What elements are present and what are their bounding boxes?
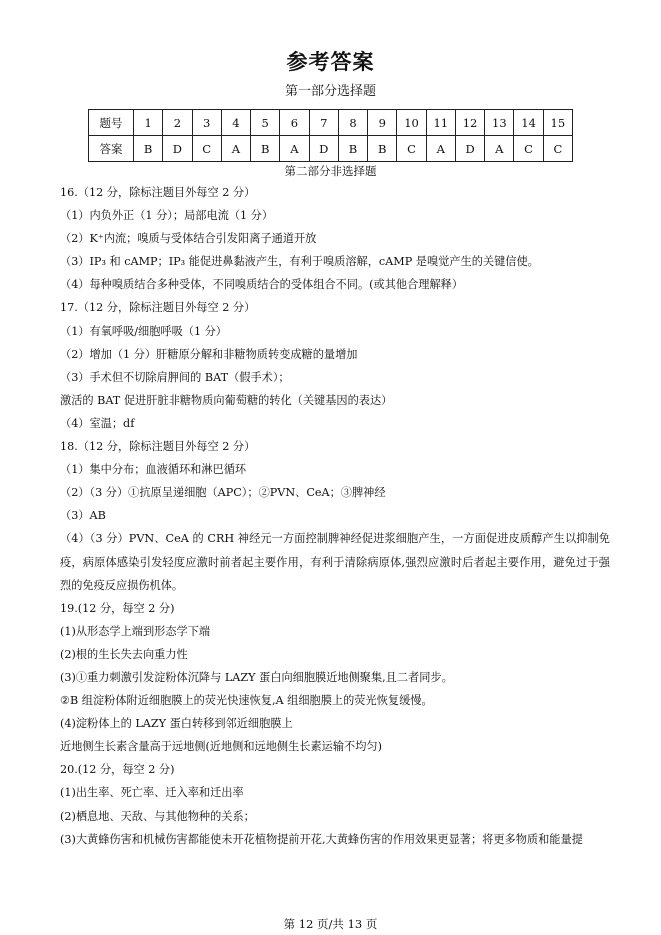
part2-title: 第二部分非选择题 (284, 164, 377, 178)
answer-line: （2）增加（1 分）肝糖原分解和非糖物质转变成糖的量增加 (60, 347, 358, 361)
answer-line: (4)淀粉体上的 LAZY 蛋白转移到邻近细胞膜上 (60, 717, 293, 731)
answer-line: （2）K⁺内流；嗅质与受体结合引发阳离子通道开放 (60, 232, 317, 246)
answer-table (88, 109, 573, 162)
answer-line: （2）（3 分）①抗原呈递细胞（APC）；②PVN、CeA；③脾神经 (60, 486, 386, 500)
answer-line: (1)从形态学上端到形态学下端 (60, 624, 211, 638)
question-number: 9 (368, 110, 397, 136)
question-number: 10 (397, 110, 426, 136)
answer-line: (1)出生率、死亡率、迁入率和迁出率 (60, 786, 244, 800)
question-number: 11 (426, 110, 455, 136)
question-number: 4 (221, 110, 250, 136)
answer-cell: D (163, 136, 192, 162)
answer-cell: D (455, 136, 484, 162)
part1-title: 第一部分选择题 (284, 84, 376, 99)
answer-cell: C (543, 136, 572, 162)
answer-cell: D (309, 136, 338, 162)
answer-cell: A (426, 136, 455, 162)
question-number: 14 (514, 110, 543, 136)
answer-cell: A (221, 136, 250, 162)
answer-line: （3）IP₃ 和 cAMP；IP₃ 能促进鼻黏液产生，有利于嗅质溶解，cAMP 是嗅觉产生的关键信使。 (60, 255, 539, 269)
answer-line: 近地侧生长素含量高于远地侧(近地侧和远地侧生长素运输不均匀) (60, 740, 382, 754)
question-number: 6 (280, 110, 309, 136)
answer-cell: B (368, 136, 397, 162)
answer-line: （3）AB (60, 509, 106, 523)
q17-heading: 17.（12 分，除标注题目外每空 2 分） (60, 301, 256, 315)
answer-line: ②B 组淀粉体附近细胞膜上的荧光快速恢复,A 组细胞膜上的荧光恢复缓慢。 (60, 694, 433, 708)
answer-line: (2)根的生长失去向重力性 (60, 647, 188, 661)
answer-cell: C (514, 136, 543, 162)
answer-cell: B (338, 136, 367, 162)
answer-line: （1）集中分布；血液循环和淋巴循环 (60, 463, 247, 477)
question-number: 3 (192, 110, 221, 136)
answer-row (89, 136, 573, 162)
q16-heading: 16.（12 分，除标注题目外每空 2 分） (60, 186, 256, 199)
page-title: 参考答案 (286, 50, 375, 74)
answer-cell: C (192, 136, 221, 162)
answer-text-body (60, 181, 610, 851)
question-number: 12 (455, 110, 484, 136)
question-number: 13 (485, 110, 514, 136)
answer-line: 激活的 BAT 促进肝脏非糖物质向葡萄糖的转化（关键基因的表达） (60, 393, 393, 407)
answer-line: (3)大黄蜂伤害和机械伤害都能使未开花植物提前开花,大黄蜂伤害的作用效果更显著；将更多物质和能量提 (60, 832, 583, 846)
q19-heading: 19.(12 分，每空 2 分) (60, 601, 175, 615)
q18-heading: 18.（12 分，除标注题目外每空 2 分） (60, 440, 256, 454)
question-number-row (89, 110, 573, 136)
answer-line: （4）每种嗅质结合多种受体，不同嗅质结合的受体组合不同。(或其他合理解释） (60, 278, 464, 292)
page-footer: 第 12 页/共 13 页 (283, 917, 378, 931)
answer-line: (3)①重力刺激引发淀粉体沉降与 LAZY 蛋白向细胞膜近地侧聚集,且二者同步。 (60, 670, 453, 684)
answer-paragraph: （4）（3 分）PVN、CeA 的 CRH 神经元一方面控制脾神经促进浆细胞产生，一方面促进皮质醇产生以抑制免疫，病原体感染引发轻度应激时前者起主要作用，有利于清除病原体,强烈应激时后者起主要作用，避免过于强烈的免疫反应损伤机体。 (60, 532, 610, 592)
answer-cell: A (280, 136, 309, 162)
answer-line: （1）有氧呼吸/细胞呼吸（1 分） (60, 324, 227, 338)
question-number: 15 (543, 110, 572, 136)
answer-line: （3）手术但不切除肩胛间的 BAT（假手术）； (60, 370, 290, 384)
answer-cell: B (251, 136, 280, 162)
answer-line: (2)栖息地、天敌、与其他物种的关系； (60, 809, 255, 823)
question-number: 2 (163, 110, 192, 136)
row-label-question: 题号 (89, 110, 134, 136)
question-number: 5 (251, 110, 280, 136)
row-label-answer: 答案 (89, 136, 134, 162)
question-number: 1 (134, 110, 163, 136)
answer-cell: A (485, 136, 514, 162)
q20-heading: 20.(12 分，每空 2 分) (60, 763, 175, 777)
question-number: 7 (309, 110, 338, 136)
answer-cell: C (397, 136, 426, 162)
answer-line: （4）室温；df (60, 416, 135, 430)
question-number: 8 (338, 110, 367, 136)
answer-line: （1）内负外正（1 分）；局部电流（1 分） (60, 209, 274, 223)
answer-cell: B (134, 136, 163, 162)
